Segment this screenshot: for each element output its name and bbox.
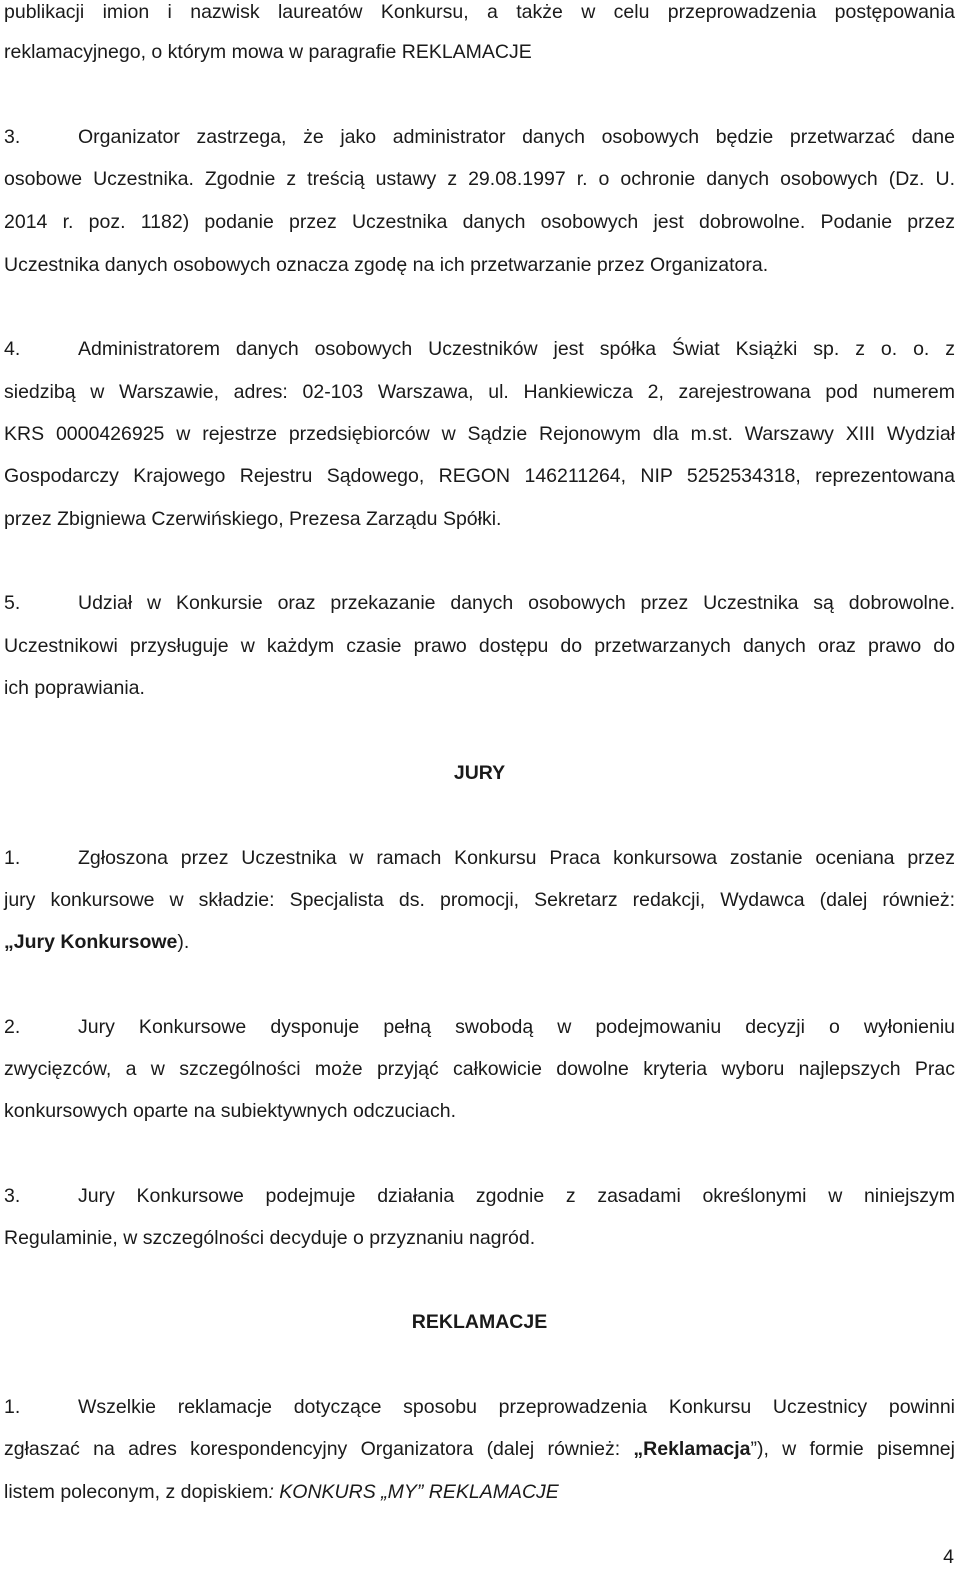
jury-1-number: 1. [4,847,21,869]
paragraph-4-line-3: KRS 0000426925 w rejestrze przedsiębiorców w Sądzie Rejonowym dla m.st. Warszawy XIII Wydział [4,423,955,445]
paragraph-5-line-2: Uczestnikowi przysługuje w każdym czasie prawo dostępu do przetwarzanych danych oraz prawo do [4,635,955,657]
page-number: 4 [943,1546,954,1568]
paragraph-3-line-2: osobowe Uczestnika. Zgodnie z treścią ustawy z 29.08.1997 r. o ochronie danych osobowych (Dz. U. [4,168,955,190]
intro-line-2: reklamacyjnego, o którym mowa w paragrafie REKLAMACJE [4,41,532,63]
paragraph-4-line-5: przez Zbigniewa Czerwińskiego, Prezesa Zarządu Spółki. [4,508,502,530]
paragraph-4-line-4: Gospodarczy Krajowego Rejestru Sądowego, REGON 146211264, NIP 5252534318, reprezentowana [4,465,955,487]
reklamacje-1-line-2: zgłaszać na adres korespondencyjny Organizatora (dalej również: „Reklamacja”), w formie pisemnej [4,1438,955,1460]
paragraph-3-line-1: 3. Organizator zastrzega, że jako administrator danych osobowych będzie przetwarzać dane [4,126,955,148]
jury-2-line-1: 2. Jury Konkursowe dysponuje pełną swobodą w podejmowaniu decyzji o wyłonieniu [4,1016,955,1038]
reklamacje-1-line-1: 1. Wszelkie reklamacje dotyczące sposobu przeprowadzenia Konkursu Uczestnicy powinni [4,1396,955,1418]
jury-2-number: 2. [4,1016,21,1038]
jury-1-line-2: jury konkursowe w składzie: Specjalista ds. promocji, Sekretarz redakcji, Wydawca (dalej również: [4,889,955,911]
paragraph-4-line-2: siedzibą w Warszawie, adres: 02-103 Warszawa, ul. Hankiewicza 2, zarejestrowana pod numerem [4,381,955,403]
paragraph-3-line-3: 2014 r. poz. 1182) podanie przez Uczestnika danych osobowych jest dobrowolne. Podanie przez [4,211,955,233]
paragraph-3-number: 3. [4,126,21,148]
paragraph-5-number: 5. [4,592,21,614]
jury-2-line-2: zwycięzców, a w szczególności może przyjąć całkowicie dowolne kryteria wyboru najlepszych Prac [4,1058,955,1080]
paragraph-3-line-4: Uczestnika danych osobowych oznacza zgodę na ich przetwarzanie przez Organizatora. [4,254,769,276]
intro-line-1: publikacji imion i nazwisk laureatów Konkursu, a także w celu przeprowadzenia postępowania [4,1,955,23]
jury-1-line-1: 1. Zgłoszona przez Uczestnika w ramach Konkursu Praca konkursowa zostanie oceniana przez [4,847,955,869]
section-heading-jury: JURY [453,762,506,784]
jury-3-line-1: 3. Jury Konkursowe podejmuje działania zgodnie z zasadami określonymi w niniejszym [4,1185,955,1207]
reklamacje-1-line-3: listem poleconym, z dopiskiem: KONKURS „MY” REKLAMACJE [4,1481,559,1503]
reklamacje-1-number: 1. [4,1396,21,1418]
jury-2-line-3: konkursowych oparte na subiektywnych odczuciach. [4,1100,456,1122]
paragraph-5-line-3: ich poprawiania. [4,677,145,699]
jury-3-line-2: Regulaminie, w szczególności decyduje o przyznaniu nagród. [4,1227,536,1249]
jury-1-line-3: „Jury Konkursowe). [4,931,190,953]
paragraph-4-number: 4. [4,338,21,360]
jury-3-number: 3. [4,1185,21,1207]
paragraph-5-line-1: 5. Udział w Konkursie oraz przekazanie danych osobowych przez Uczestnika są dobrowolne. [4,592,955,614]
section-heading-reklamacje: REKLAMACJE [411,1311,548,1333]
paragraph-4-line-1: 4. Administratorem danych osobowych Uczestników jest spółka Świat Książki sp. z o. o. z [4,338,955,360]
